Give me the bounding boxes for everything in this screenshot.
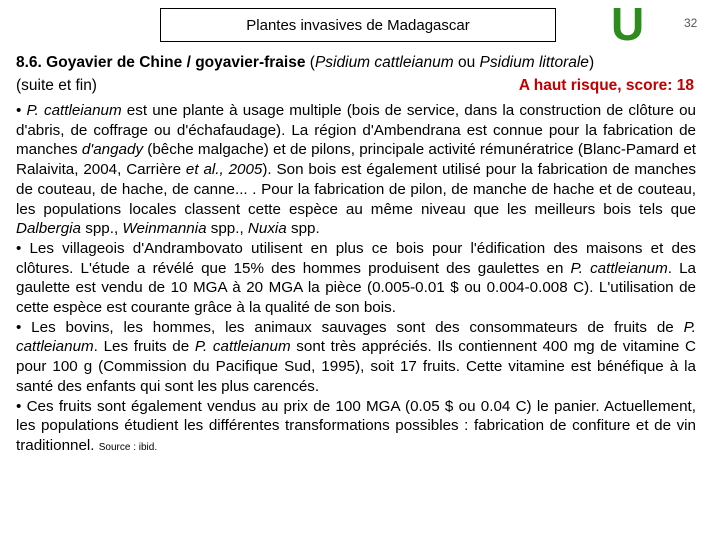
risk-sep: :: [667, 77, 677, 94]
p1-j: Weinmannia: [122, 220, 207, 238]
p3-b: P. cattleianum: [16, 318, 696, 356]
p1-f: et al., 2005: [185, 161, 263, 179]
p2-a: • Les villageois d'Andrambovato utilisent en plus ce bois pour l'édification des maisons et des clôtures. L'étude a révélé que 15% des hommes produisent des gaulettes en: [16, 239, 696, 277]
p4-a: • Ces fruits sont également vendus au prix de 100 MGA (0.05 $ ou 0.04 C) le panier. Actuellement, les populations étudient les différentes transformations possibles : fabrication de confiture et de vin traditionnel.: [16, 397, 696, 454]
p3-d: P. cattleianum: [194, 338, 291, 356]
sci-name-2: Psidium littorale: [479, 54, 589, 71]
p1-b: P. cattleianum: [26, 102, 122, 119]
risk-score: 18: [676, 77, 694, 94]
paragraph-3: [16, 318, 696, 397]
p1-a: •: [16, 102, 27, 119]
page-number: 32: [684, 16, 698, 30]
p2-b: P. cattleianum: [570, 259, 668, 277]
p1-l: Nuxia: [247, 220, 287, 238]
plant-common-name: Goyavier de Chine / goyavier-fraise: [46, 54, 306, 71]
paragraph-2: [16, 239, 696, 318]
logo-u-icon: U: [611, 0, 645, 50]
section-number: 8.6.: [16, 54, 42, 71]
sci-open: (: [309, 54, 315, 71]
p1-k: spp.,: [206, 220, 248, 238]
continued-note: (suite et fin): [16, 77, 97, 94]
p1-d: d'angady: [81, 141, 144, 159]
sci-close: ): [588, 54, 595, 71]
p3-a: • Les bovins, les hommes, les animaux sauvages sont des consommateurs de fruits de: [16, 318, 684, 336]
p1-m: spp.: [286, 220, 320, 238]
paragraph-4: [16, 397, 696, 458]
header-title: Plantes invasives de Madagascar: [246, 16, 470, 34]
risk-label: A haut risque, score: [518, 77, 668, 94]
p1-i: spp.,: [81, 220, 123, 238]
p3-e: sont très appréciés. Ils contiennent 400 mg de vitamine C pour 100 g (Commission du Pacifique Sud, 1995), soit 17 fruits. Cette vitamine est bénéfique à la santé des enfants qui sont les plus carencés.: [16, 338, 696, 395]
header-title-box: [160, 8, 556, 42]
p1-e: (bêche malgache) et de pilons, principale activité rémunératrice (Blanc-Pamard et Ralaivita, 2004, Carrière: [16, 141, 696, 179]
p1-c: est une plante à usage multiple (bois de service, dans la construction de clôture ou d'abris, de coffrage ou d'échafaudage). La région d'Ambendrana est connue pour la fabrication de manches: [16, 102, 696, 159]
risk-status: [519, 76, 694, 95]
sci-ou: ou: [453, 54, 480, 71]
p3-c: . Les fruits de: [93, 338, 195, 356]
p2-c: . La gaulette est vendu de 10 MGA à 20 MGA la pièce (0.005-0.01 $ ou 0.004-0.008 C). L'utilisation de cette espèce est courante grâce à la qualité de son bois.: [16, 259, 696, 317]
p1-g: ). Son bois est également utilisé pour la fabrication de manches de couteau, de hache, de canne... . Pour la fabrication de pilon, de manche de hache et de couteau, les populations locales classent cette espèce au même niveau que les meilleurs bois tels que: [16, 161, 697, 218]
sci-name-1: Psidium cattleianum: [314, 54, 454, 71]
body-text: [16, 101, 696, 458]
source-note: Source : ibid.: [98, 441, 158, 453]
section-heading: [16, 53, 716, 72]
p1-h: Dalbergia: [16, 220, 82, 238]
paragraph-1: [16, 101, 696, 239]
